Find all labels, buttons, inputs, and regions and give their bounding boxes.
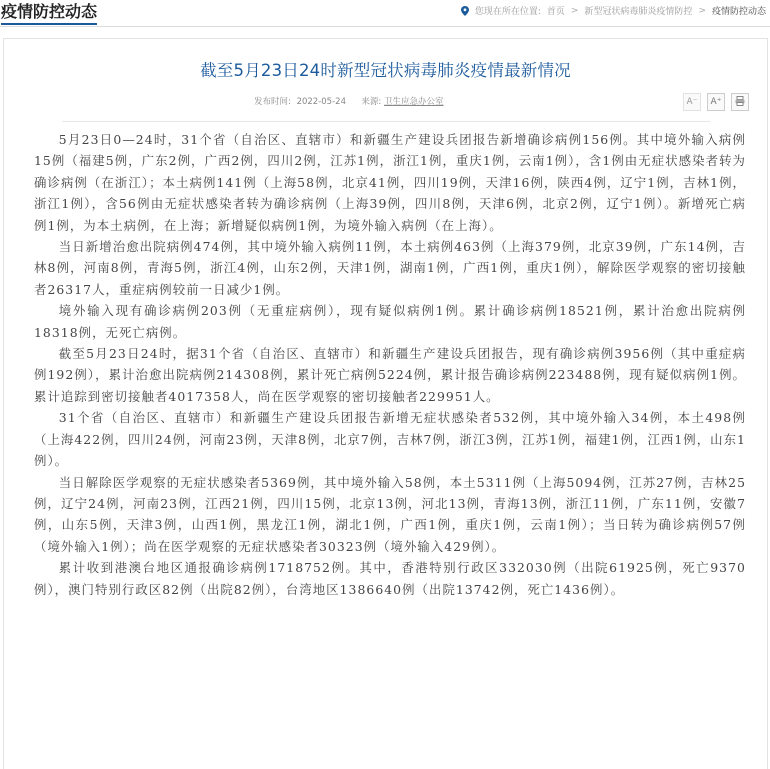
article-tools xyxy=(683,93,749,111)
print-icon xyxy=(735,96,745,109)
breadcrumb-current[interactable]: 疫情防控动态 xyxy=(711,7,766,17)
paragraph-asymptomatic-new: 31个省（自治区、直辖市）和新疆生产建设兵团报告新增无症状感染者532例，其中境外输入34例，本土498例（上海422例，四川24例，河南23例，天津8例，北京7例，吉林7例，浙江3例，江苏1例，福建1例，江西1例，山东1例）。 xyxy=(34,410,746,469)
article-frame xyxy=(3,38,768,769)
font-decrease-button[interactable] xyxy=(683,93,701,111)
meta-divider xyxy=(62,121,710,122)
font-decrease-icon: A⁻ xyxy=(686,97,698,107)
breadcrumb-prefix: 您现在所在位置: xyxy=(474,7,541,17)
section-title: 疫情防控动态 xyxy=(1,2,97,25)
paragraph-imported-status: 境外输入现有确诊病例203例（无重症病例），现有疑似病例1例。累计确诊病例18521例，累计治愈出院病例18318例，无死亡病例。 xyxy=(34,303,746,340)
breadcrumb-separator: > xyxy=(570,5,579,16)
article-body xyxy=(34,129,746,600)
breadcrumb-home[interactable]: 首页 xyxy=(546,7,565,17)
paragraph-hk-macao-taiwan: 累计收到港澳台地区通报确诊病例1718752例。其中，香港特别行政区332030例（出院61925例，死亡9370例），澳门特别行政区82例（出院82例），台湾地区1386640例（出院13742例，死亡1436例）。 xyxy=(34,560,746,597)
paragraph-new-cases: 5月23日0—24时，31个省（自治区、直辖市）和新疆生产建设兵团报告新增确诊病例156例。其中境外输入病例15例（福建5例，广东2例，广西2例，四川2例，江苏1例，浙江1例，重庆1例，云南1例），含1例由无症状感染者转为确诊病例（在浙江）；本土病例141例（上海58例，北京41例，四川19例，天津16例，陕西4例，辽宁1例，吉林1例，浙江1例），含56例由无症状感染者转为确诊病例（上海39例，四川8例，天津6例，北京2例，辽宁1例）。新增死亡病例1例，为本土病例，在上海；新增疑似病例1例，为境外输入病例（在上海）。 xyxy=(34,132,746,233)
breadcrumb-covid-prevention[interactable]: 新型冠状病毒肺炎疫情防控 xyxy=(584,7,693,17)
publish-date: 2022-05-24 xyxy=(296,97,346,107)
font-increase-button[interactable] xyxy=(707,93,725,111)
article-meta xyxy=(254,95,443,107)
font-increase-icon: A⁺ xyxy=(710,97,722,107)
top-bar xyxy=(0,0,770,27)
paragraph-asymptomatic-released: 当日解除医学观察的无症状感染者5369例，其中境外输入58例，本土5311例（上海5094例，江苏27例，吉林25例，辽宁24例，河南23例，江西21例，四川15例，北京13例，河北13例，青海13例，浙江11例，广东11例，安徽7例，山东5例，天津3例，山西1例，黑龙江1例，湖北1例，广西1例，重庆1例，云南1例）；当日转为确诊病例57例（境外输入1例）；尚在医学观察的无症状感染者30323例（境外输入429例）。 xyxy=(34,474,746,554)
print-button[interactable] xyxy=(731,93,749,111)
breadcrumb xyxy=(461,4,766,17)
publish-label: 发布时间: xyxy=(254,97,291,107)
location-pin-icon xyxy=(461,6,469,16)
paragraph-cumulative: 截至5月23日24时，据31个省（自治区、直辖市）和新疆生产建设兵团报告，现有确诊病例3956例（其中重症病例192例），累计治愈出院病例214308例，累计死亡病例5224例，累计报告确诊病例223488例，现有疑似病例1例。累计追踪到密切接触者4017358人，尚在医学观察的密切接触者229951人。 xyxy=(34,346,746,404)
source-label: 来源: xyxy=(361,97,382,107)
source-link[interactable]: 卫生应急办公室 xyxy=(383,97,444,107)
paragraph-recoveries: 当日新增治愈出院病例474例，其中境外输入病例11例，本土病例463例（上海379例，北京39例，广东14例，吉林8例，河南8例，青海5例，浙江4例，山东2例，天津1例，湖南1例，广西1例，重庆1例），解除医学观察的密切接触者26317人，重症病例较前一日减少1例。 xyxy=(34,239,746,297)
breadcrumb-separator: > xyxy=(698,5,706,16)
article-title: 截至5月23日24时新型冠状病毒肺炎疫情最新情况 xyxy=(200,61,571,80)
